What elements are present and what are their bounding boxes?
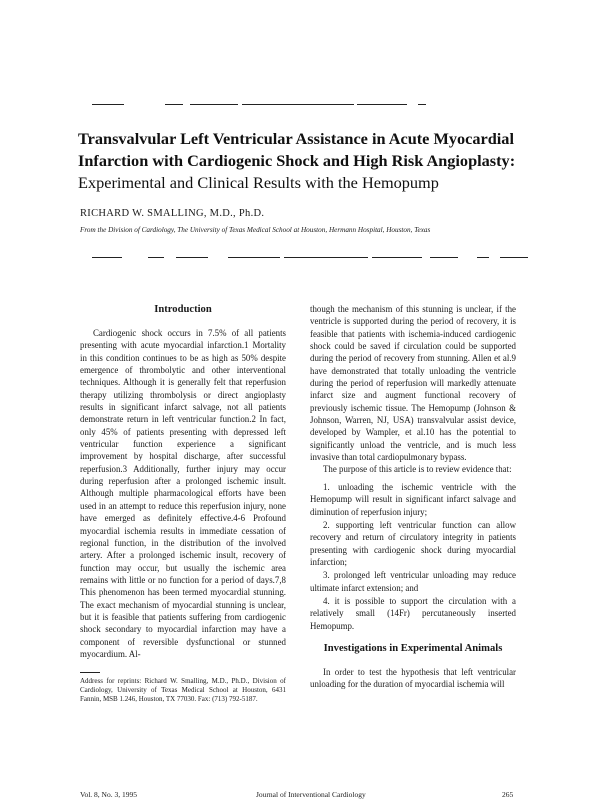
header-rule [357, 104, 407, 105]
purpose-list [310, 481, 516, 632]
divider-rule [477, 257, 489, 258]
divider-rule [500, 257, 528, 258]
list-item: 3. prolonged left ventricular unloading may reduce ultimate infarct extension; and [310, 570, 516, 593]
purpose-paragraph: The purpose of this article is to review evidence that: [323, 464, 512, 475]
experimental-animals-heading: Investigations in Experimental Animals [323, 642, 503, 654]
list-item: 2. supporting left ventricular function can allow recovery and return of circulatory integrity in patients presenting with cardiogenic shock during myocardial infarction; [310, 519, 516, 567]
header-rule [92, 104, 124, 105]
right-column [310, 303, 516, 691]
left-column [80, 303, 286, 704]
header-rule [190, 104, 238, 105]
experimental-paragraph: In order to test the hypothesis that left ventricular unloading for the duration of myocardial ischemia will [310, 666, 516, 690]
article-title-bold: Transvalvular Left Ventricular Assistance in Acute Myocardial Infarction with Cardiogenic Shock and High Risk Angioplasty: [78, 129, 516, 170]
list-item: 1. unloading the ischemic ventricle with the Hemopump will result in significant infarct salvage and diminution of reperfusion injury; [310, 481, 516, 517]
author-name: RICHARD W. SMALLING, M.D., Ph.D. [80, 208, 265, 219]
author-affiliation: From the Division of Cardiology, The University of Texas Medical School at Houston, Hermann Hospital, Houston, Texas [80, 226, 431, 234]
footer-journal: Journal of Interventional Cardiology [256, 790, 366, 799]
article-title-rest: Experimental and Clinical Results with the Hemopump [78, 173, 439, 192]
header-rule [165, 104, 183, 105]
reprint-address-footnote: Address for reprints: Richard W. Smalling, M.D., Ph.D., Division of Cardiology, University of Texas Medical School at Houston, 6431 Fannin, MSB 1.246, Houston, TX 77030. Fax: (713) 792-5187. [80, 677, 286, 704]
list-item: 4. it is possible to support the circulation with a relatively small (14Fr) percutaneously inserted Hemopump. [310, 595, 516, 631]
divider-rule [92, 257, 122, 258]
divider-rule [284, 257, 368, 258]
footer-volume: Vol. 8, No. 3, 1995 [80, 790, 137, 799]
footnote-rule [80, 672, 100, 673]
header-rule [242, 104, 354, 105]
divider-rule [148, 257, 164, 258]
introduction-paragraph: Cardiogenic shock occurs in 7.5% of all patients presenting with acute myocardial infarction.1 Mortality in this condition continues to be as high as 50% despite emergence of thrombolytic and other interventional techniques. Although it is generally felt that reperfusion therapy utilizing thrombolysis or direct angioplasty results in significant infarct salvage, not all patients demonstrate return in left ventricular function.2 In fact, only 45% of patients presenting with depressed left ventricular function experience a significant improvement by hospital discharge, after successful reperfusion.3 Additionally, further injury may occur during reperfusion after a prolonged ischemic insult. Although multiple pharmacological efforts have been used in an attempt to reduce this reperfusion injury, none have emerged as definitely effective.4-6 Profound myocardial ischemia results in immediate cessation of regional function, in the distribution of the involved artery. After a prolonged ischemic insult, recovery of function may occur, but usually the ischemic area remains with little or no function for a period of days.7,8 This phenomenon has been termed myocardial stunning. The exact mechanism of myocardial stunning is unclear, but it is feasible that patients suffering from cardiogenic shock secondary to myocardial infarction may have a component of reversible dysfunctional or stunned myocardium. Al- [80, 328, 286, 659]
divider-rule [372, 257, 422, 258]
divider-rule [176, 257, 208, 258]
footer-page-number: 265 [502, 790, 514, 799]
divider-rule [430, 257, 458, 258]
header-rule [418, 104, 426, 105]
article-title [78, 128, 538, 194]
divider-rule [228, 257, 280, 258]
introduction-heading: Introduction [154, 304, 212, 315]
continued-paragraph: though the mechanism of this stunning is unclear, if the ventricle is supported during the period of recovery, it is feasible that patients with ischemia-induced cardiogenic shock could be saved if circulation could be supported during the period of recovery from stunning. Allen et al.9 have demonstrated that totally unloading the ventricle during the period of reperfusion will markedly attenuate infarct size and augment functional recovery of previously ischemic tissue. The Hemopump (Johnson & Johnson, Warren, NJ, USA) transvalvular assist device, developed by Wampler, et al.10 has the potential to significantly unload the ventricle, and is much less invasive than total cardiopulmonary bypass. [310, 304, 516, 463]
